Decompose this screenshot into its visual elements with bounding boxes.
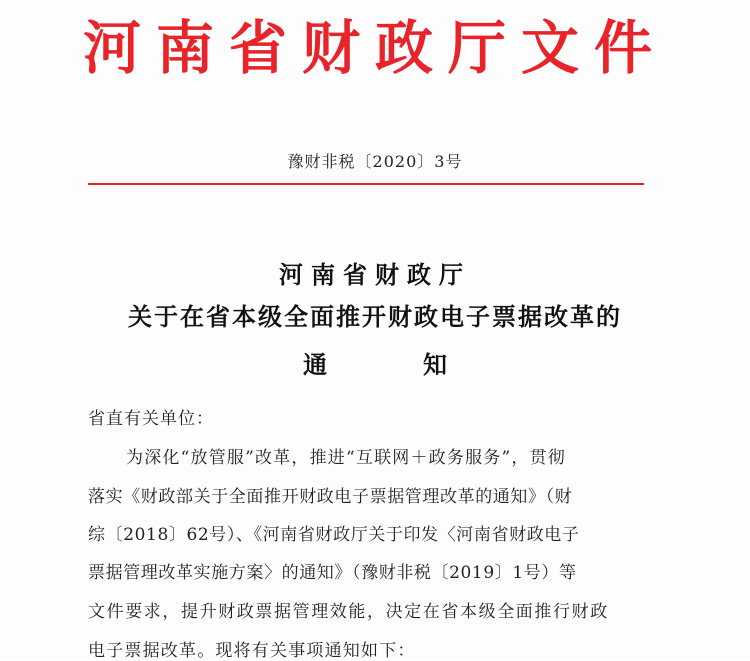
title-line-3 [0,345,750,380]
body-line-1: 为深化“放管服”改革，推进“互联网＋政务服务”，贯彻 [126,448,566,468]
title-char-tong: 通 [303,351,327,379]
red-separator-line [88,183,644,185]
title-line-2: 关于在省本级全面推开财政电子票据改革的 [128,303,622,331]
masthead-title: 河南省财政厅文件 [82,14,667,82]
body-line-2: 落实《财政部关于全面推开财政电子票据管理改革的通知》（财 [88,487,573,507]
body-line-6: 电子票据改革。现将有关事项通知如下： [88,641,416,661]
salutation: 省直有关单位： [88,409,214,429]
document-number: 豫财非税〔2020〕3号 [287,152,463,171]
body-line-3: 综〔2018〕62号）、《河南省财政厅关于印发〈河南省财政电子 [88,525,580,545]
title-line-1: 河南省财政厅 [279,261,471,289]
body-line-4: 票据管理改革实施方案〉的通知》（豫财非税〔2019〕1号）等 [88,563,577,583]
body-line-5: 文件要求，提升财政票据管理效能，决定在省本级全面推行财政 [88,602,609,622]
title-char-zhi: 知 [423,351,447,379]
